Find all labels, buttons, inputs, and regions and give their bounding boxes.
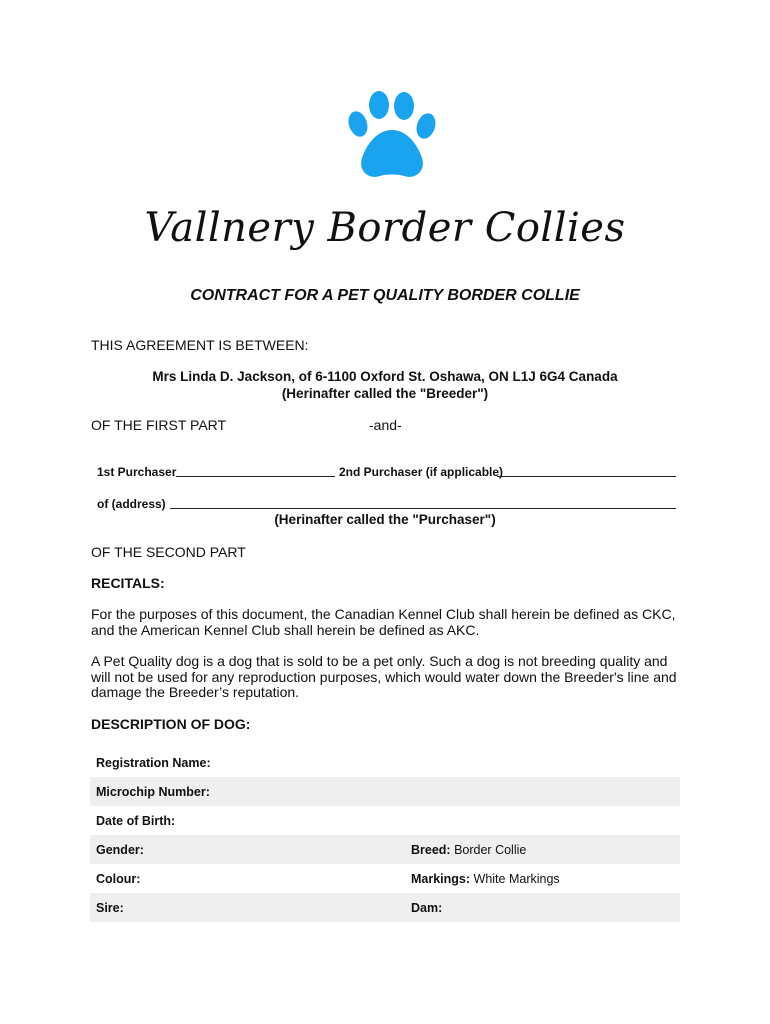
microchip-number-label: Microchip Number:	[96, 784, 210, 799]
purchaser-called: (Herinafter called the "Purchaser")	[274, 512, 496, 527]
brand-name: Vallnery Border Collies	[144, 205, 626, 251]
gender-label: Gender:	[96, 842, 144, 857]
colour-label: Colour:	[96, 871, 141, 886]
breeder-called: (Herinafter called the "Breeder")	[281, 386, 489, 401]
recitals-heading: RECITALS:	[91, 575, 165, 591]
contract-title: CONTRACT FOR A PET QUALITY BORDER COLLIE	[190, 287, 580, 304]
first-part-text: OF THE FIRST PART	[91, 417, 227, 433]
description-table	[90, 748, 680, 922]
markings-value: White Markings	[473, 871, 560, 886]
agreement-text: THIS AGREEMENT IS BETWEEN:	[91, 337, 309, 353]
markings-label: Markings:	[411, 871, 471, 886]
recitals-p1-line1: For the purposes of this document, the Canadian Kennel Club shall herein be defined as CKC,	[91, 606, 676, 622]
second-part-text: OF THE SECOND PART	[91, 544, 246, 560]
breed-value: Border Collie	[454, 842, 527, 857]
address-label: of (address)	[97, 497, 166, 511]
breed-label: Breed:	[411, 842, 451, 857]
dam-label: Dam:	[411, 900, 443, 915]
recitals-p2-line1: A Pet Quality dog is a dog that is sold to be a pet only. Such a dog is not breeding quality and	[91, 653, 668, 669]
paw-icon	[346, 90, 438, 184]
table-row	[90, 748, 680, 777]
recitals-p2-line3: damage the Breeder’s reputation.	[91, 684, 300, 700]
address-field[interactable]	[170, 496, 676, 509]
table-row	[90, 777, 680, 806]
registration-name-label: Registration Name:	[96, 755, 211, 770]
first-purchaser-field[interactable]	[176, 464, 335, 477]
second-purchaser-field[interactable]	[497, 464, 676, 477]
breeder-line: Mrs Linda D. Jackson, of 6-1100 Oxford St. Oshawa, ON L1J 6G4 Canada	[152, 369, 618, 384]
sire-label: Sire:	[96, 900, 124, 915]
table-row	[90, 806, 680, 835]
recitals-p2-line2: will not be used for any reproduction purposes, which would water down the Breeder's line and	[91, 668, 677, 685]
second-purchaser-label: 2nd Purchaser (if applicable)	[339, 465, 504, 479]
description-heading: DESCRIPTION OF DOG:	[91, 716, 251, 732]
table-row	[90, 835, 680, 864]
first-purchaser-label: 1st Purchaser	[97, 465, 177, 479]
date-of-birth-label: Date of Birth:	[96, 813, 176, 828]
recitals-p1-line2: and the American Kennel Club shall herein be defined as AKC.	[91, 621, 480, 638]
and-text: -and-	[369, 417, 402, 433]
recitals-paragraph-2	[91, 654, 691, 701]
table-row	[90, 893, 680, 922]
recitals-paragraph-1	[91, 607, 691, 638]
table-row	[90, 864, 680, 893]
